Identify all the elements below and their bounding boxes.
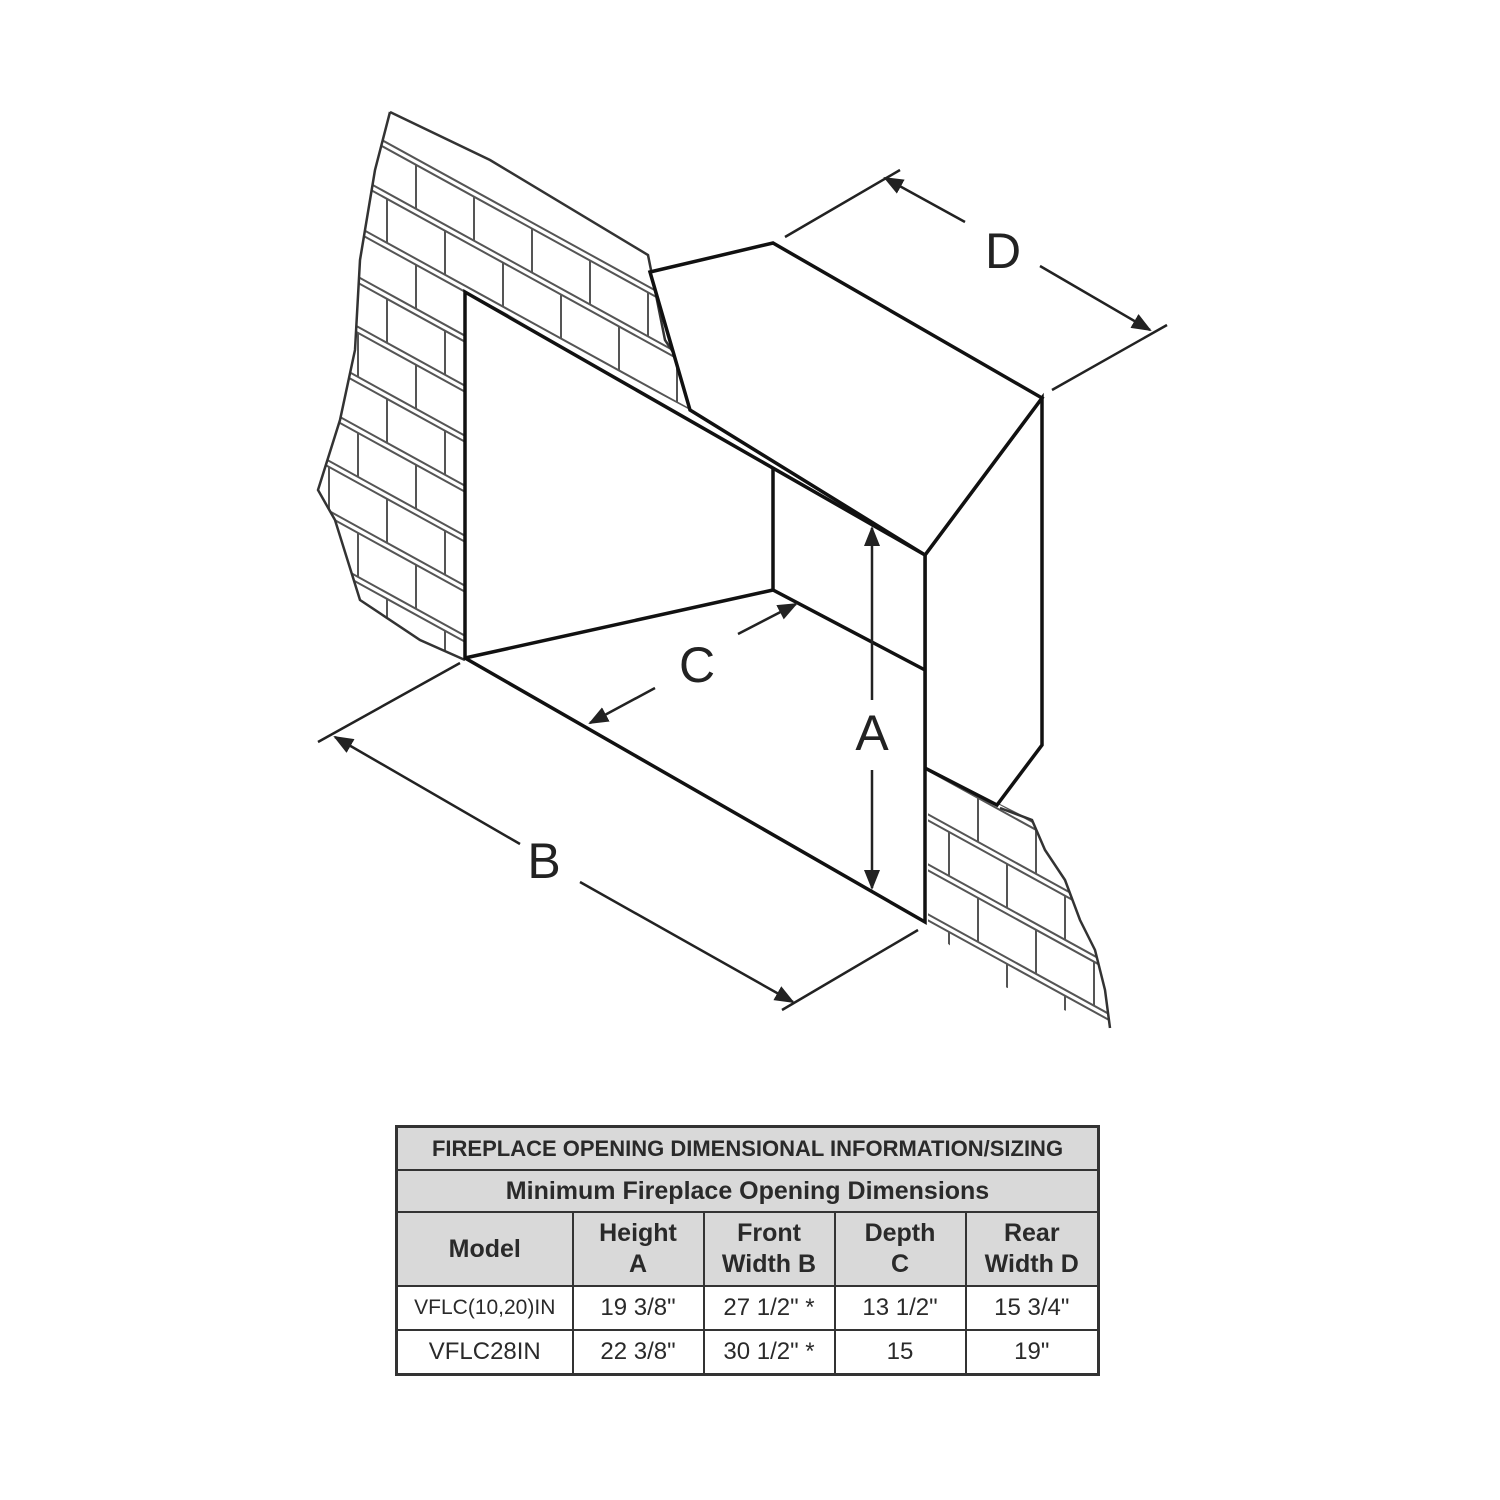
right-brick-wall <box>920 760 1120 1100</box>
cell-front-width: 27 1/2" * <box>704 1286 835 1330</box>
table-row <box>397 1286 1099 1330</box>
cell-height: 22 3/8" <box>573 1330 704 1375</box>
header-front-width: Front Width B <box>704 1212 835 1286</box>
table-row <box>397 1330 1099 1375</box>
cell-model: VFLC(10,20)IN <box>397 1286 573 1330</box>
dimension-c-label: C <box>678 637 716 693</box>
header-rear-width: Rear Width D <box>966 1212 1099 1286</box>
cell-rear-width: 15 3/4" <box>966 1286 1099 1330</box>
dimension-d-label: D <box>984 223 1022 279</box>
cell-depth: 15 <box>835 1330 966 1375</box>
dimension-a-label: A <box>855 705 889 761</box>
table-subtitle: Minimum Fireplace Opening Dimensions <box>397 1170 1099 1212</box>
fireplace-dimension-table <box>395 1125 1100 1376</box>
cell-front-width: 30 1/2" * <box>704 1330 835 1375</box>
table-title: FIREPLACE OPENING DIMENSIONAL INFORMATION/SIZING <box>397 1127 1099 1171</box>
cell-model: VFLC28IN <box>397 1330 573 1375</box>
table-header-row <box>397 1212 1099 1286</box>
cell-depth: 13 1/2" <box>835 1286 966 1330</box>
header-depth: Depth C <box>835 1212 966 1286</box>
header-height: Height A <box>573 1212 704 1286</box>
cell-height: 19 3/8" <box>573 1286 704 1330</box>
fireplace-box <box>465 243 1042 922</box>
cell-rear-width: 19" <box>966 1330 1099 1375</box>
dimension-b-label: B <box>527 833 561 889</box>
header-model: Model <box>397 1212 573 1286</box>
